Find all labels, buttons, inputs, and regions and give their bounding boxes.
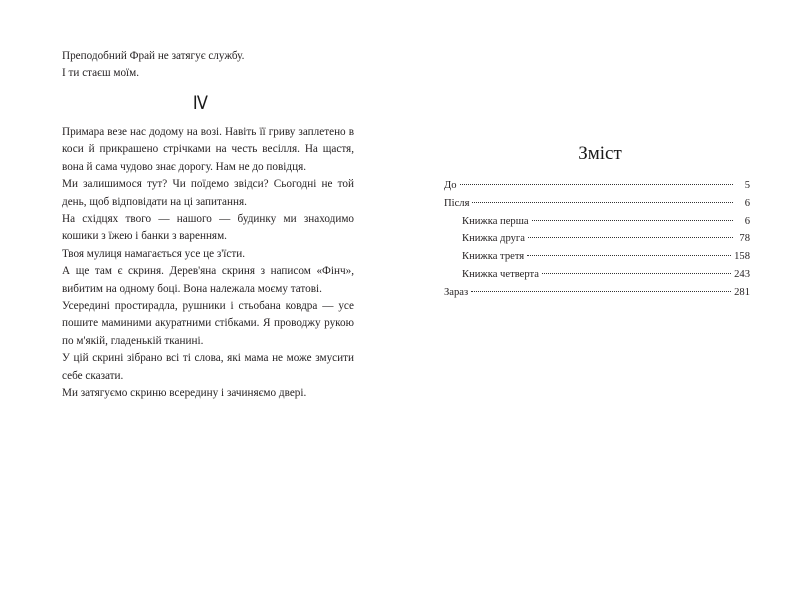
toc-entry bbox=[444, 266, 750, 284]
toc-leader-dots bbox=[542, 273, 731, 274]
toc-leader-dots bbox=[472, 202, 733, 203]
toc-leader-dots bbox=[471, 291, 731, 292]
toc-entry-page: 158 bbox=[734, 251, 750, 263]
paragraph: На східцях твого — нашого — будинку ми знаходимо кошики з їжею і банки з варенням. bbox=[62, 213, 354, 243]
toc-leader-dots bbox=[528, 237, 733, 238]
paragraph: У цій скрині зібрано всі ті слова, які мама не може змусити себе сказати. bbox=[62, 352, 354, 382]
table-of-contents bbox=[444, 177, 750, 302]
toc-leader-dots bbox=[460, 184, 733, 185]
toc-entry-label: Після bbox=[444, 197, 470, 209]
body-text bbox=[62, 124, 354, 403]
toc-entry bbox=[444, 213, 750, 231]
toc-entry bbox=[444, 248, 750, 266]
paragraph: Ми залишимося тут? Чи поїдемо звідси? Сьогодні не той день, щоб відповідати на ці запитання. bbox=[62, 178, 354, 208]
toc-entry-label: Книжка перша bbox=[462, 215, 529, 227]
toc-leader-dots bbox=[532, 220, 733, 221]
paragraph: Ми затягуємо скриню всередину і зачиняємо двері. bbox=[62, 387, 307, 400]
opening-line: І ти стаєш моїм. bbox=[62, 67, 140, 80]
toc-entry-page: 6 bbox=[744, 215, 750, 227]
toc-entry-page: 5 bbox=[744, 180, 750, 191]
toc-entry-label: Книжка друга bbox=[462, 233, 525, 245]
toc-entry bbox=[444, 195, 750, 213]
toc-entry bbox=[444, 284, 750, 302]
toc-title: Зміст bbox=[578, 143, 622, 164]
paragraph: Усередині простирадла, рушники і стьобана ковдра — усе пошите маминими акуратними стібками. Я проводжу рукою по м'якій, гладенькій тканині. bbox=[62, 300, 354, 347]
toc-entry-page: 78 bbox=[739, 233, 750, 245]
toc-entry-page: 281 bbox=[734, 286, 750, 298]
opening-lines bbox=[62, 48, 354, 83]
toc-entry-page: 243 bbox=[734, 268, 750, 280]
paragraph: Примара везе нас додому на возі. Навіть її гриву заплетено в коси й прикрашено стрічками на честь весілля. На щастя, вона й сама чудово знає дорогу. Нам не до повідця. bbox=[62, 126, 354, 173]
toc-entry-page: 6 bbox=[744, 197, 750, 209]
toc-entry-label: Книжка четверта bbox=[462, 268, 539, 280]
opening-line: Преподобний Фрай не затягує службу. bbox=[62, 50, 245, 62]
chapter-number: IV bbox=[192, 92, 208, 114]
paragraph: Твоя мулиця намагається усе це з'їсти. bbox=[62, 247, 246, 260]
paragraph: А ще там є скриня. Дерев'яна скриня з написом «Фінч», вибитим на одному боці. Вона належала моєму татові. bbox=[62, 265, 354, 295]
toc-entry-label: Зараз bbox=[444, 286, 469, 298]
toc-entry-label: Книжка третя bbox=[462, 251, 525, 263]
toc-entry-label: До bbox=[444, 180, 457, 191]
toc-entry bbox=[444, 230, 750, 248]
toc-leader-dots bbox=[527, 255, 731, 256]
toc-entry bbox=[444, 177, 750, 195]
right-page bbox=[400, 0, 800, 600]
